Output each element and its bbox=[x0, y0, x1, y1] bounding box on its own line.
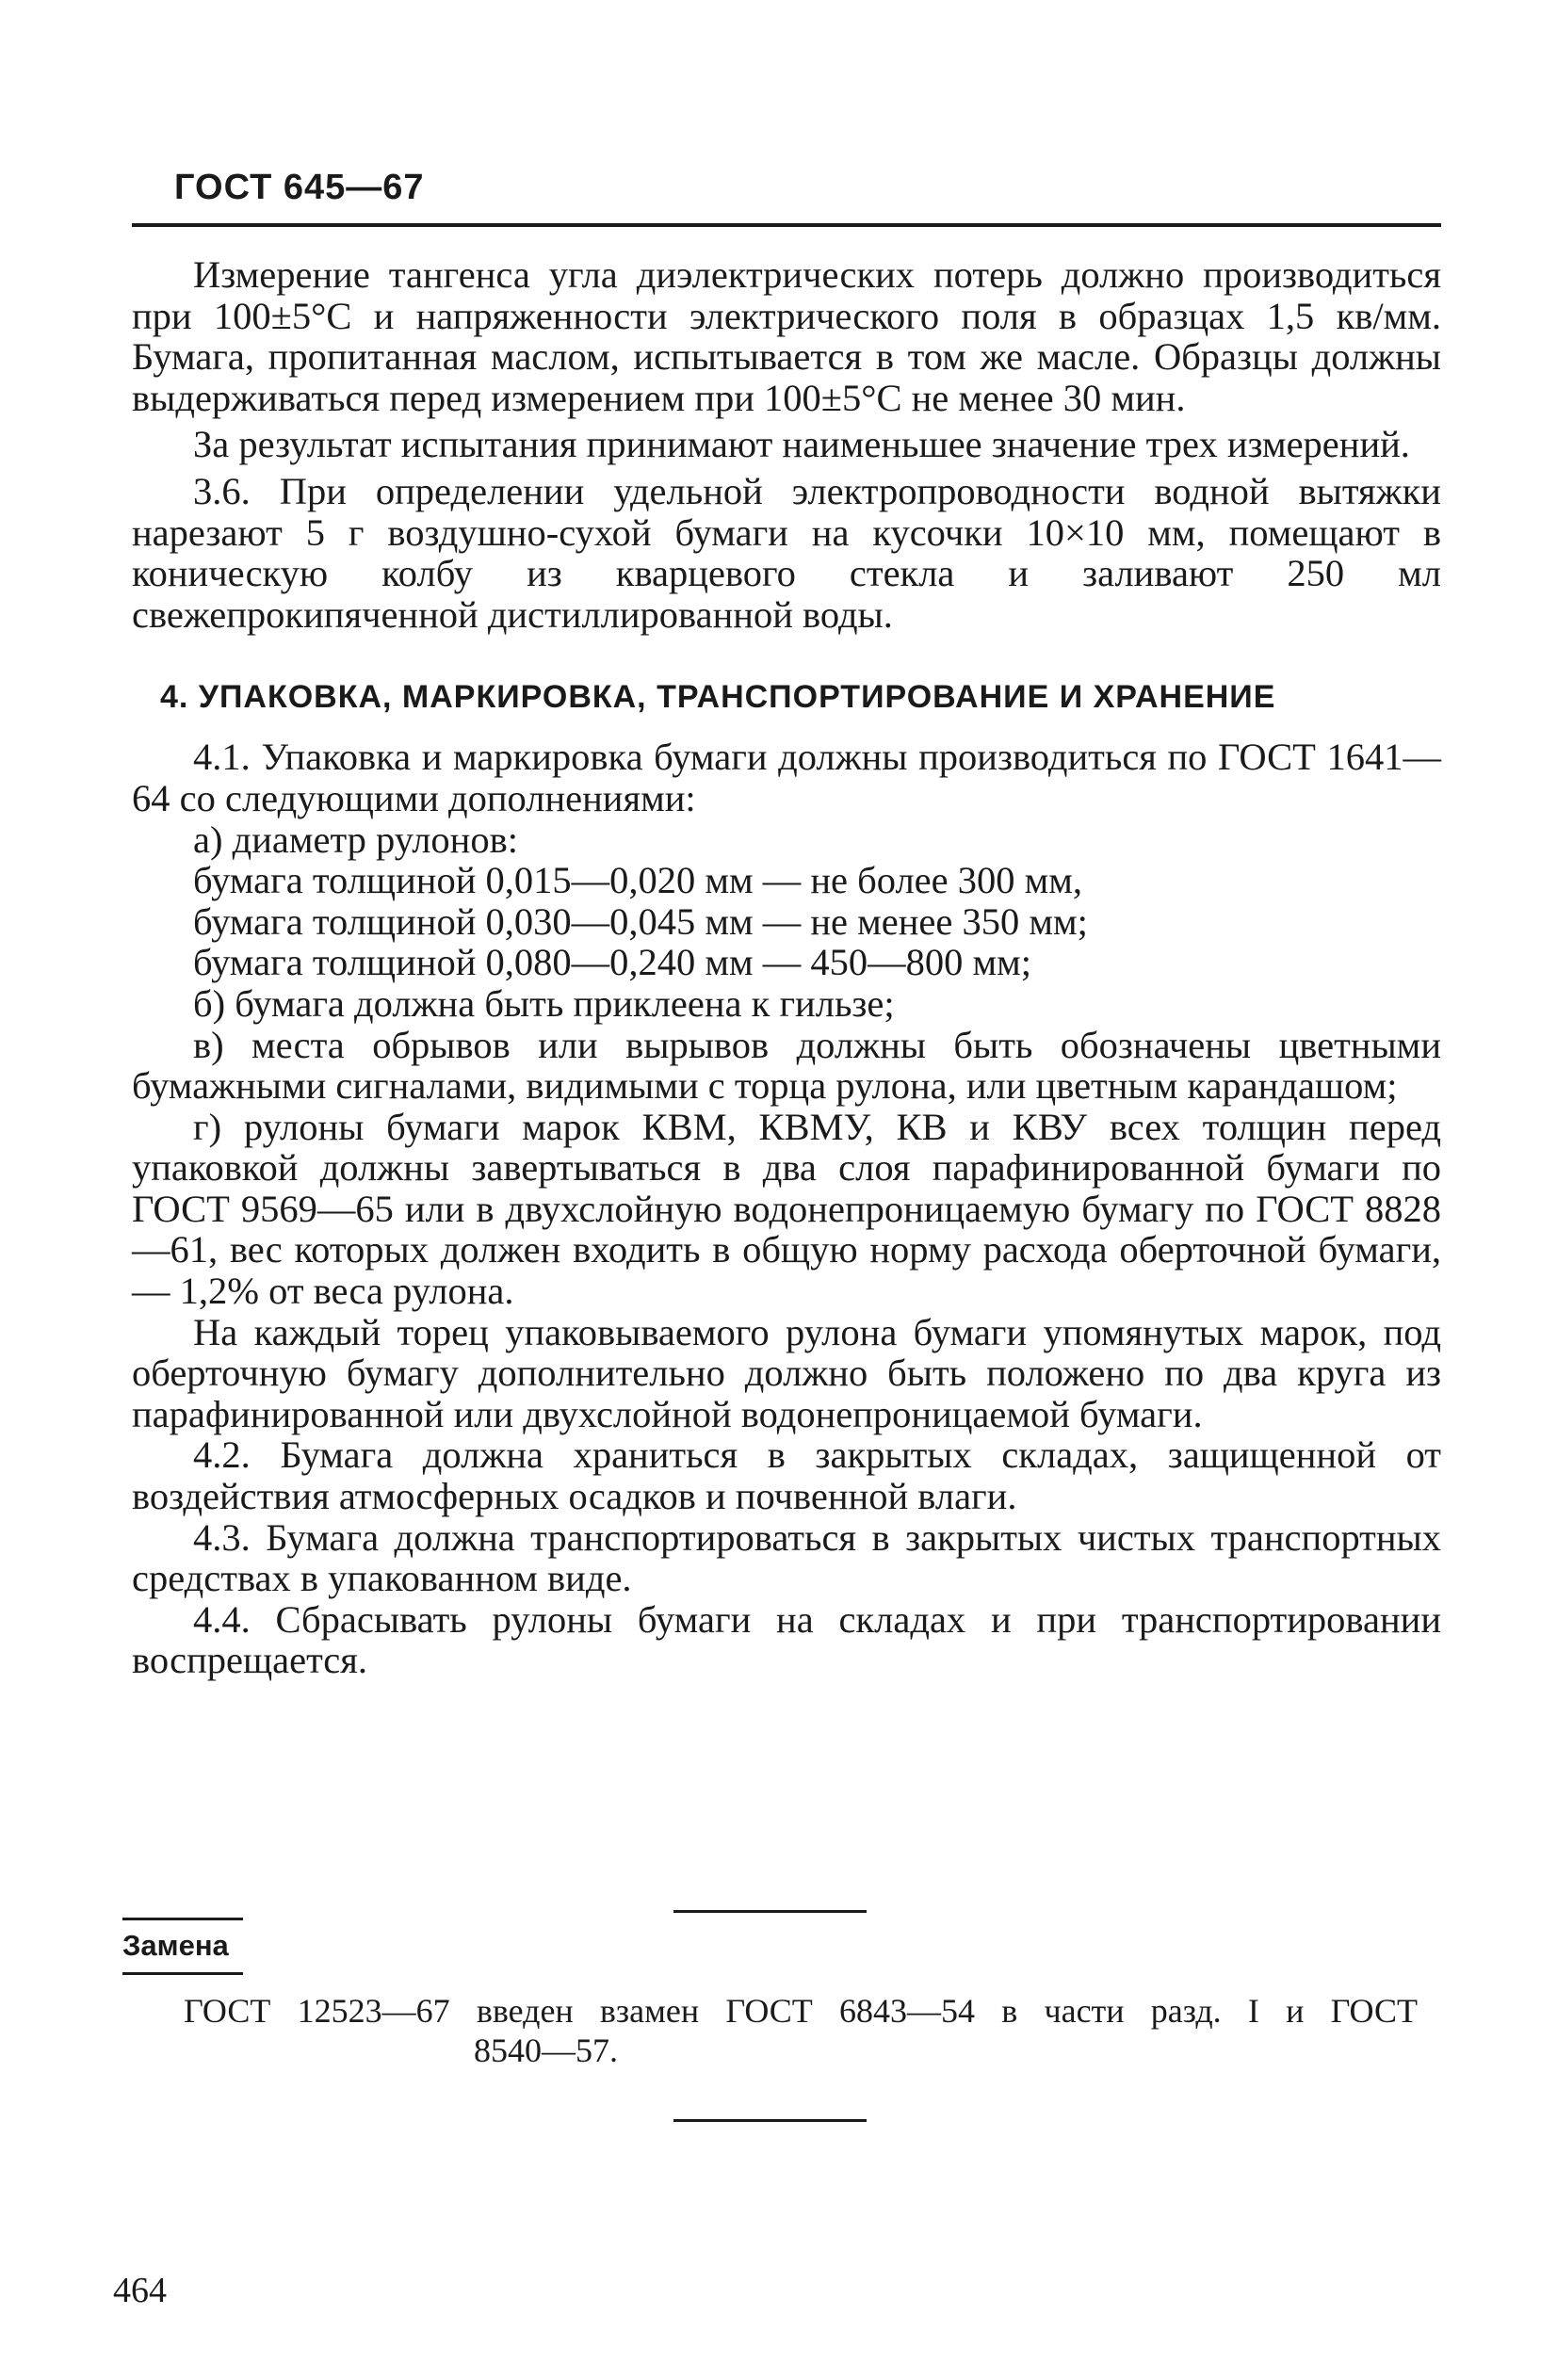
separator-rule-top bbox=[673, 1910, 867, 1913]
section-4-heading: 4. УПАКОВКА, МАРКИРОВКА, ТРАНСПОРТИРОВАНИЕ И ХРАНЕНИЕ bbox=[160, 679, 1276, 716]
list-item-diameter: а) диаметр рулонов: bbox=[193, 818, 518, 861]
page-number: 464 bbox=[113, 2271, 167, 2310]
main-text bbox=[132, 254, 1441, 1681]
replacement-note-continued: 8540—57. bbox=[474, 2032, 618, 2069]
zamena-label: Замена bbox=[122, 1929, 229, 1962]
paragraph-tangent-measurement: Измерение тангенса угла диэлектрических потерь должно производиться при 100±5°С и напряженности электрического поля в образцах 1,5 кв/мм. Бумага, пропитанная маслом, испытывается в том же масле. Образцы должны выдерживаться перед измерением при 100±5°С не менее 30 мин. bbox=[132, 253, 1441, 419]
list-item-b: б) бумага должна быть приклеена к гильзе; bbox=[193, 981, 895, 1025]
paragraph-4-1: 4.1. Упаковка и маркировка бумаги должны производиться по ГОСТ 1641—64 со следующими дополнениями: bbox=[132, 736, 1441, 819]
replacement-note: ГОСТ 12523—67 введен взамен ГОСТ 6843—54 в части разд. I и ГОСТ bbox=[184, 1992, 1418, 2030]
list-item-g: г) рулоны бумаги марок КВМ, КВМУ, КВ и КВУ всех толщин перед упаковкой должны завертываться в два слоя парафинированной бумаги по ГОСТ 9569—65 или в двухслойную водонепроницаемую бумагу по ГОСТ 8828—61, вес которых должен входить в общую норму расхода оберточной бумаги, — 1,2% от веса рулона. bbox=[132, 1105, 1441, 1313]
list-item-v: в) места обрывов или вырывов должны быть обозначены цветными бумажными сигналами, видимыми с торца рулона, или цветным карандашом; bbox=[132, 1023, 1441, 1108]
page-header: ГОСТ 645—67 bbox=[174, 168, 425, 207]
paragraph-4-2: 4.2. Бумага должна храниться в закрытых складах, защищенной от воздействия атмосферных осадков и почвенной влаги. bbox=[132, 1433, 1441, 1518]
list-item-thickness-1: бумага толщиной 0,015—0,020 мм — не более 300 мм, bbox=[193, 859, 1083, 902]
paragraph-torets: На каждый торец упаковываемого рулона бумаги упомянутых марок, под оберточную бумагу дополнительно должно быть положено по два круга из парафинированной или двухслойной водонепроницаемой бумаги. bbox=[132, 1310, 1441, 1435]
zamena-top-rule bbox=[122, 1918, 243, 1920]
header-rule bbox=[132, 223, 1441, 227]
separator-rule-bottom bbox=[673, 2119, 867, 2122]
zamena-bottom-rule bbox=[122, 1972, 243, 1975]
paragraph-test-result: За результат испытания принимают наименьшее значение трех измерений. bbox=[193, 423, 1410, 466]
list-item-thickness-3: бумага толщиной 0,080—0,240 мм — 450—800 мм; bbox=[193, 941, 1032, 984]
paragraph-4-4: 4.4. Сбрасывать рулоны бумаги на складах и при транспортировании воспрещается. bbox=[132, 1597, 1441, 1682]
paragraph-4-3: 4.3. Бумага должна транспортироваться в закрытых чистых транспортных средствах в упакованном виде. bbox=[132, 1515, 1441, 1600]
paragraph-3-6: 3.6. При определении удельной электропроводности водной вытяжки нарезают 5 г воздушно-сухой бумаги на кусочки 10×10 мм, помещают в коническую колбу из кварцевого стекла и заливают 250 мл свежепрокипяченной дистиллированной воды. bbox=[132, 469, 1441, 636]
list-item-thickness-2: бумага толщиной 0,030—0,045 мм — не менее 350 мм; bbox=[193, 899, 1088, 943]
